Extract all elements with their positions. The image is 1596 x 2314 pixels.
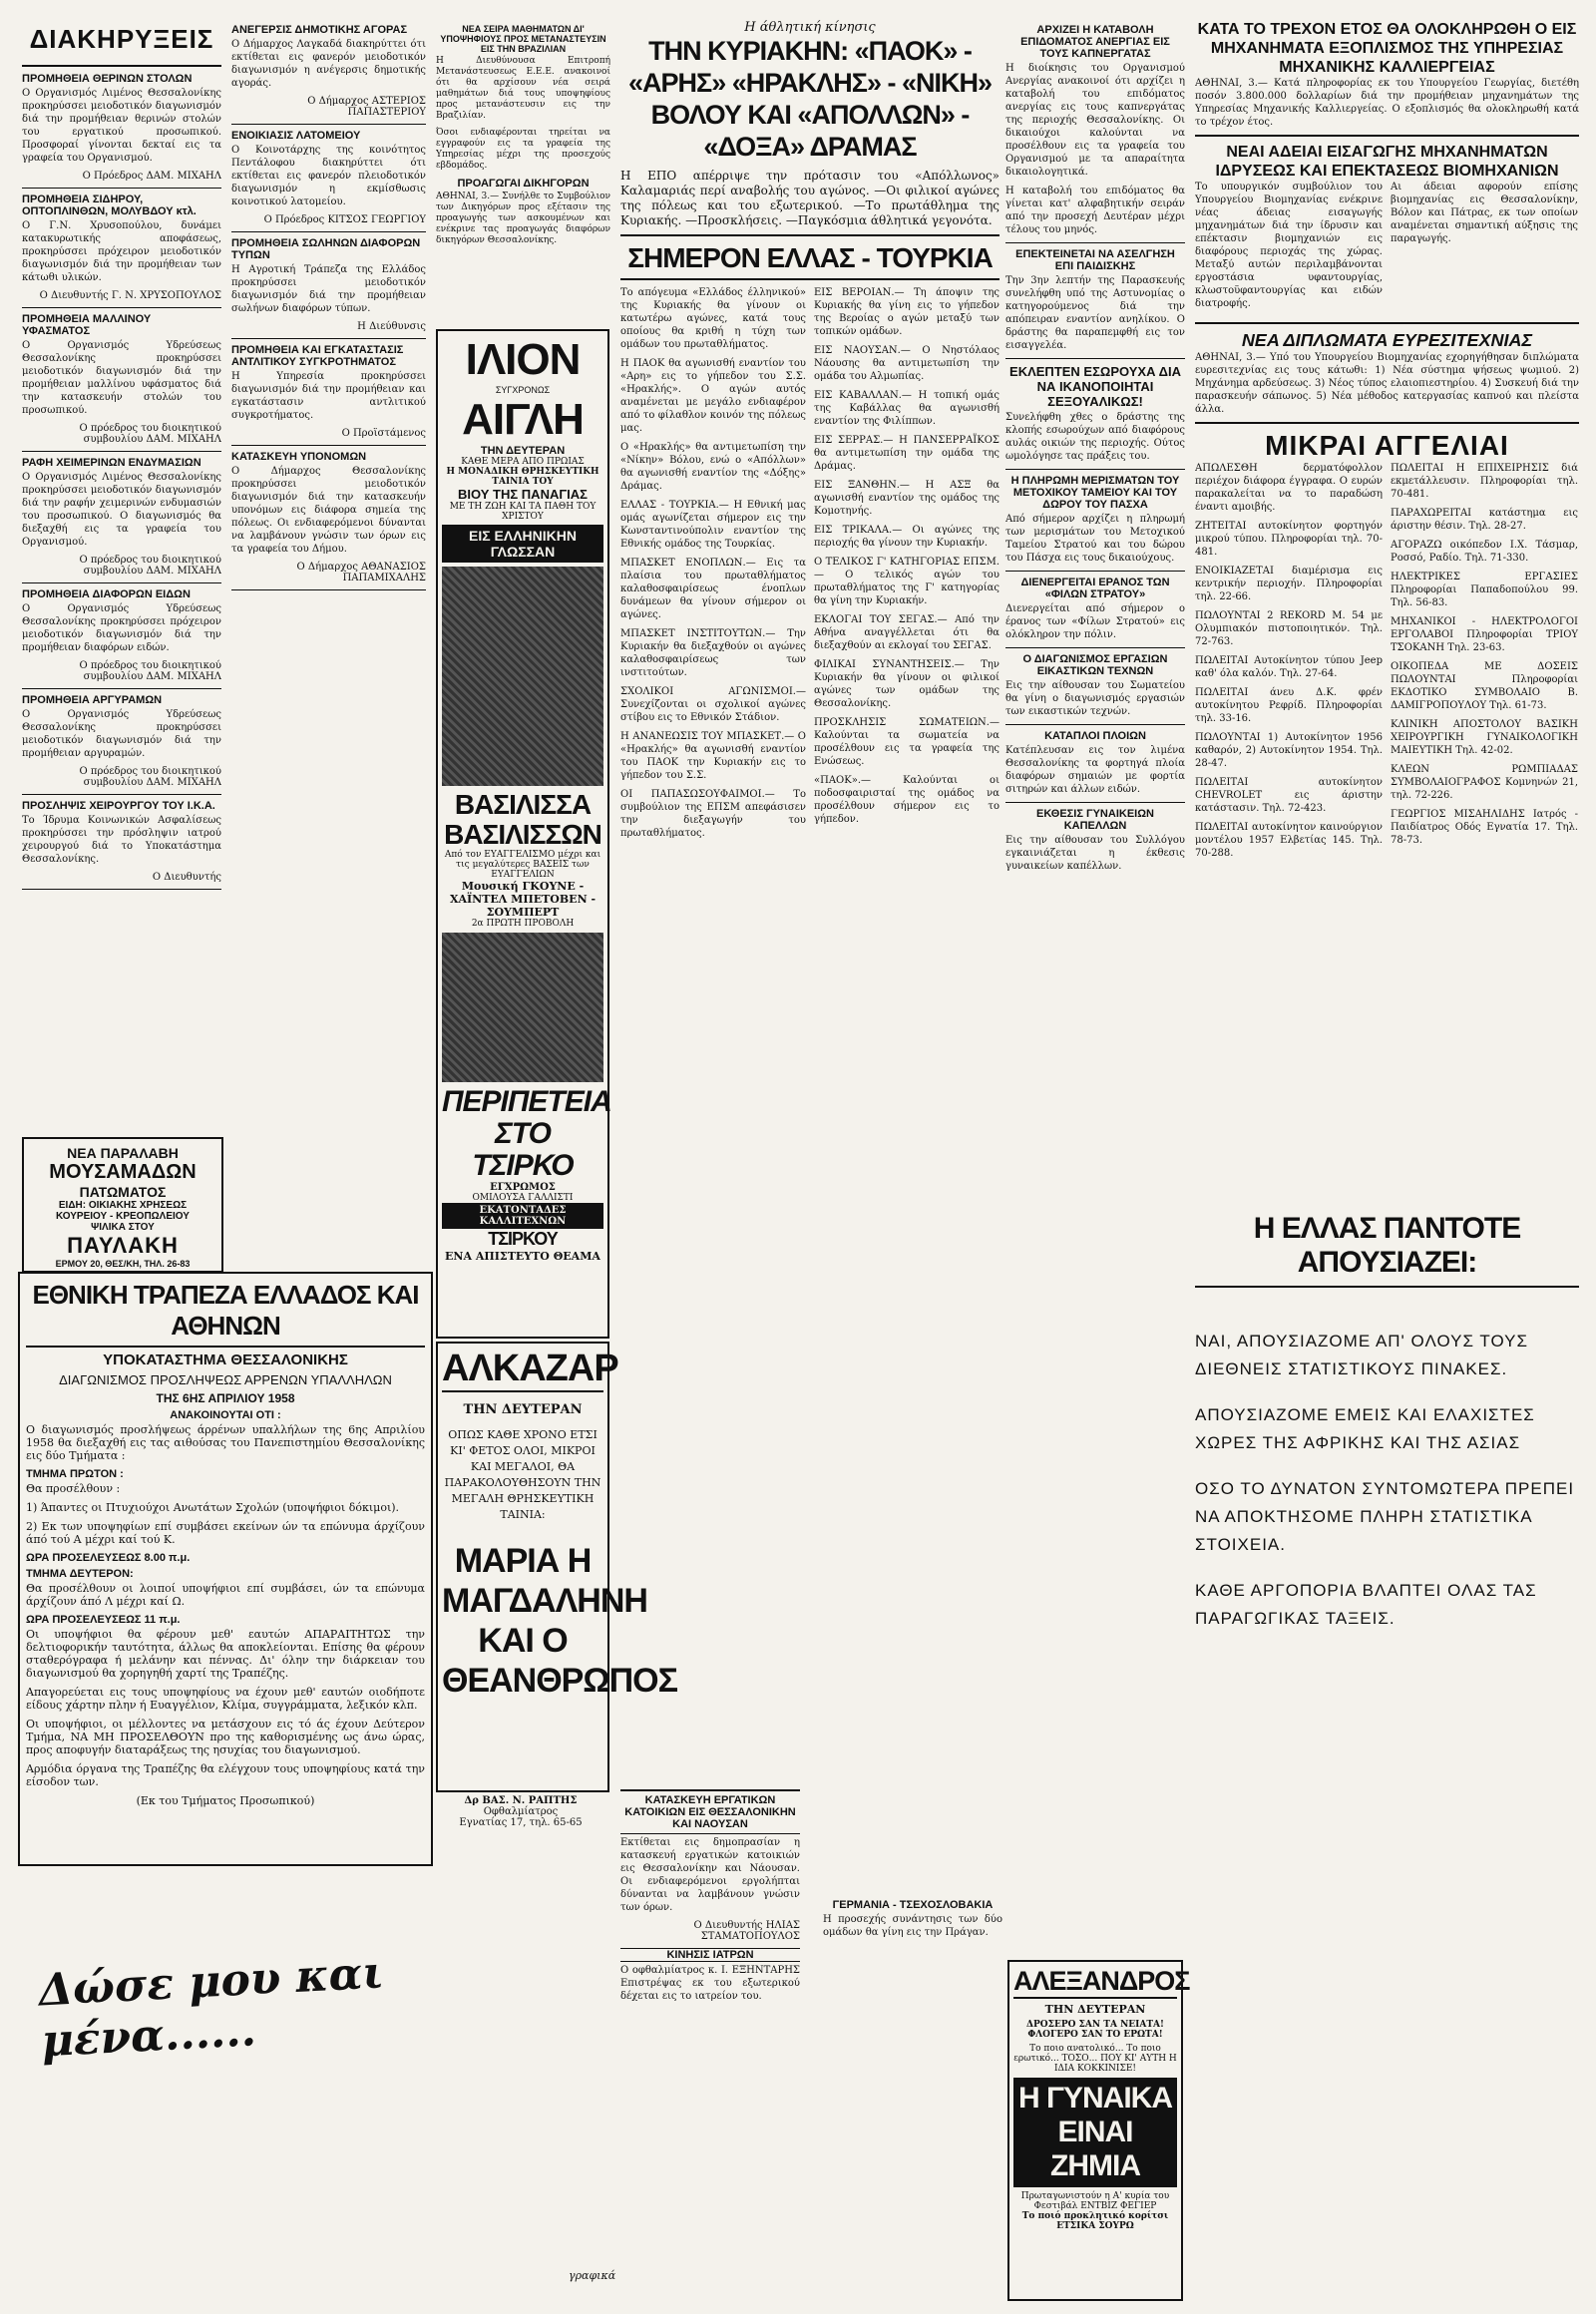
column-housing (620, 1785, 800, 2304)
ad-line: ΚΟΥΡΕΙΟΥ - ΚΡΕΟΠΩΛΕΙΟΥ (56, 1211, 190, 1222)
ad-text: ΟΠΩΣ ΚΑΘΕ ΧΡΟΝΟ ΕΤΣΙ ΚΙ' ΦΕΤΟΣ ΟΛΟΙ, ΜΙΚΡΟΙ ΚΑΙ ΜΕΓΑΛΟΙ, ΘΑ ΠΑΡΑΚΟΛΟΥΘΗΣΟΥΝ ΤΗΝ ΜΕΓΑΛΗ ΘΡΗΣΚΕΥΤΙΚΗ ΤΑΙΝΙΑ: (444, 1428, 601, 1521)
article-headline: ΓΕΡΜΑΝΙΑ - ΤΣΕΧΟΣΛΟΒΑΚΙΑ (832, 1899, 994, 1911)
bank-competition: ΔΙΑΓΩΝΙΣΜΟΣ ΠΡΟΣΛΗΨΕΩΣ ΑΡΡΕΝΩΝ ΥΠΑΛΛΗΛΩΝ (59, 1372, 392, 1387)
notice-body: Το Ίδρυμα Κοινωνικών Ασφαλίσεως προκηρύσσει την πρόσληψιν ιατρού χειρουργού διά το Υποκατάστημα Θεσσαλονίκης. (22, 815, 221, 865)
article-headline: ΝΕΑ ΔΙΠΛΩΜΑΤΑ ΕΥΡΕΣΙΤΕΧΝΙΑΣ (1241, 330, 1533, 350)
sports-headline: ΣΗΜΕΡΟΝ ΕΛΛΑΣ - ΤΟΥΡΚΙΑ (620, 242, 999, 280)
bank-section: ΤΜΗΜΑ ΠΡΩΤΟΝ : (26, 1468, 124, 1480)
sports-item: ΜΠΑΣΚΕΤ ΕΝΟΠΛΩΝ.— Εις τα πλαίσια του πρωταθλήματος καλαθοσφαιρίσεως ένοπλων δυνάμεων θα γίνουν σήμερον οι αγώνες. (620, 558, 806, 620)
sports-item: ΕΙΣ ΤΡΙΚΑΛΑ.— Οι αγώνες της περιοχής θα γίνουν την Κυριακήν. (814, 525, 999, 549)
article-headline: Η ΠΛΗΡΩΜΗ ΜΕΡΙΣΜΑΤΩΝ ΤΟΥ ΜΕΤΟΧΙΚΟΥ ΤΑΜΕΙΟΥ ΚΑΙ ΤΟΥ ΔΩΡΟΥ ΤΟΥ ΠΑΣΧΑ (1010, 475, 1180, 511)
statistics-box (1195, 1212, 1579, 1830)
notice-body: Ο Οργανισμός Υδρεύσεως Θεσσαλονίκης προκηρύσσει πρόχειρον μειοδοτικόν διαγωνισμόν διά την προμήθειαν διαφόρων ειδών. (22, 603, 221, 653)
notice-title: ΠΡΟΣΛΗΨΙΣ ΧΕΙΡΟΥΡΓΟΥ ΤΟΥ Ι.Κ.Α. (22, 800, 215, 812)
article-headline: ΕΚΛΕΠΤΕΝ ΕΣΩΡΟΥΧΑ ΔΙΑ ΝΑ ΙΚΑΝΟΠΟΙΗΤΑΙ ΣΕΞΟΥΑΛΙΚΩΣ! (1009, 364, 1181, 409)
bank-subtitle: ΥΠΟΚΑΤΑΣΤΗΜΑ ΘΕΣΣΑΛΟΝΙΚΗΣ (103, 1351, 348, 1368)
classified-ad: ΑΓΟΡΑΖΩ οικόπεδον Ι.Χ. Τάσμαρ, Ροσσό, Ραδίο. Τηλ. 71-330. (1391, 540, 1578, 564)
movie-image (442, 567, 603, 786)
notice-signature: Ο πρόεδρος του διοικητικού συμβουλίου ΔΑΜ. ΜΙΧΑΗΛ (79, 766, 221, 788)
sports-item: ΕΙΣ ΚΑΒΑΛΛΑΝ.— Η τοπική ομάς της Καβάλλας θα αγωνισθή εναντίον της Φιλίππων. (814, 390, 999, 427)
bank-paragraph: Οι υποψήφιοι θα φέρουν μεθ' εαυτών ΑΠΑΡΑΙΤΗΤΩΣ την δελτιοφορικήν ταυτότητα, άλλως θα αποκλείονται. Επίσης θα φέρουν σταθερόγραφα ή μελάνην και πέννας. Δι' όλην την διάρκειαν του διαγωνισμού θα χορηγηθή χαρτί της Τραπέζης. (26, 1628, 425, 1680)
article-paragraph: Κατέπλευσαν εις τον λιμένα Θεσσαλονίκης τα φορτηγά πλοία διαφόρων σημαιών με φορτία σιτηρών και άλλων ειδών. (1005, 745, 1185, 795)
statistics-body (1195, 1328, 1579, 1633)
notice-title: ΠΡΟΜΗΘΕΙΑ ΑΡΓΥΡΑΜΩΝ (22, 694, 163, 706)
sports-item: Ο ΤΕΛΙΚΟΣ Γ' ΚΑΤΗΓΟΡΙΑΣ ΕΠΣΜ.— Ο τελικός αγών του πρωταθλήματος της Γ' κατηγορίας θα γίνη την Κυριακήν. (814, 557, 999, 606)
sports-left-column (620, 286, 806, 846)
notice-list (231, 24, 426, 590)
article-paragraph: Την 3ην λεπτήν της Παρασκευής συνελήφθη υπό της Αστυνομίας ο κατηγορούμενος διά την απόπειραν εναντίον ανηλίκου. Ο δράστης θα παραπεμφθή εις τον εισαγγελέα. (1005, 275, 1185, 351)
sports-section (620, 20, 999, 1396)
ad-text: ΚΑΘΕ ΜΕΡΑ ΑΠΟ ΠΡΩΙΑΣ (461, 457, 585, 467)
sports-item: Η ΠΑΟΚ θα αγωνισθή εναντίον του «Αρη» εις το γήπεδον του Σ.Σ. «Ηρακλής». Ο αγών αυτός αναμένεται με μεγάλο ενδιαφέρον από το φίλαθλον κοινόν της πόλεως μας. (620, 358, 806, 434)
article-headline: ΕΠΕΚΤΕΙΝΕΤΑΙ ΝΑ ΑΣΕΛΓΗΣΗ ΕΠΙ ΠΑΙΔΙΣΚΗΣ (1015, 248, 1175, 272)
classified-ad: ΠΩΛΟΥΝΤΑΙ 2 REKORD Μ. 54 με Ολυμπιακόν πιστοποιητικόν. Τηλ. 72-763. (1195, 610, 1383, 647)
bank-announcement (18, 1272, 433, 1866)
bank-paragraph: Απαγορεύεται εις τους υποψηφίους να έχουν μεθ' εαυτών οιοδήποτε είδους χάρτην πλην ή Ευαγγέλιον, Κλίμα, συγγράμματα, λεξικόν κλπ. (26, 1686, 425, 1712)
bank-date: ΤΗΣ 6ΗΣ ΑΠΡΙΛΙΟΥ 1958 (156, 1391, 295, 1405)
ad-text: ΕΝΑ ΑΠΙΣΤΕΥΤΟ ΘΕΑΜΑ (445, 1250, 600, 1263)
column-local-news (1005, 20, 1185, 1955)
classifieds-right (1391, 462, 1578, 866)
movie-title: ΜΑΡΙΑ Η ΜΑΓΔΑΛΗΝΗ ΚΑΙ Ο ΘΕΑΝΘΡΩΠΟΣ (442, 1542, 678, 1700)
ad-mousamadon (22, 1137, 223, 1273)
sports-item: ΕΛΛΑΣ - ΤΟΥΡΚΙΑ.— Η Εθνική μας ομάς αγωνίζεται σήμερον εις την Κωνσταντινούπολιν εναντίον της Εθνικής ομάδος της Τουρκίας. (620, 500, 806, 550)
ad-text: Από τον ΕΥΑΓΓΕΛΙΣΜΟ μέχρι και τις μεγαλύτερες ΒΑΣΕΙΣ των ΕΥΑΓΓΕΛΙΩΝ (444, 850, 601, 880)
bank-paragraph: Οι υποψήφιοι, οι μέλλοντες να μετάσχουν εις τό άς έχουν Δεύτερον Τμήμα, ΝΑ ΜΗ ΠΡΟΣΕΛΘΟΥΝ προ της καθορισμένης ως άνω ώρας, προς αποφυγήν διαταράξεως της ησυχίας του διαγωνισμού. (26, 1718, 425, 1756)
notice-signature: Ο Διευθυντής Γ. Ν. ΧΡΥΣΟΠΟΥΛΟΣ (39, 290, 221, 301)
notice-title: ΡΑΦΗ ΧΕΙΜΕΡΙΝΩΝ ΕΝΔΥΜΑΣΙΩΝ (22, 457, 201, 469)
movie-title: Η ΓΥΝΑΙΚΑ ΕΙΝΑΙ ΖΗΜΙΑ (1013, 2078, 1177, 2187)
ad-text: Το ποιό προκλητικό κορίτσι ΕΤΣΙΚΑ ΣΟΥΡΩ (1021, 2211, 1169, 2231)
notice-body: Ο Γ.Ν. Χρυσοπούλου, δυνάμει κατακυρωτικής αποφάσεως, προκηρύσσει πρόχειρον μειοδοτικόν διαγωνισμόν διά την προμήθειαν των κάτωθι υλικών. (22, 220, 221, 283)
notice-signature: Ο πρόεδρος του διοικητικού συμβουλίου ΔΑΜ. ΜΙΧΑΗΛ (79, 660, 221, 682)
sports-item: ΕΙΣ ΒΕΡΟΙΑΝ.— Τη άποψιν της Κυριακής θα γίνη εις το γήπεδον της Βεροίας ο αγών μεταξύ των τοπικών ομάδων. (814, 287, 999, 337)
article-paragraph: ΑΘΗΝΑΙ, 3.— Συνήλθε το Συμβούλιον των Δικηγόρων προς εξέτασιν της προαγωγής των ασκουμένων και ενέκρινε τας προαγωγάς διαφόρων δικηγόρων Θεσσαλονίκης. (436, 192, 610, 245)
movie-title: ΠΕΡΙΠΕΤΕΙΑ ΣΤΟ ΤΣΙΡΚΟ (442, 1085, 611, 1182)
article-headline: ΚΙΝΗΣΙΣ ΙΑΤΡΩΝ (620, 1948, 800, 1962)
doctor-spec: Οφθαλμίατρος (483, 1806, 559, 1817)
ad-text: ΜΕ ΤΗ ΖΩΗ ΚΑΙ ΤΑ ΠΑΘΗ ΤΟΥ ΧΡΙΣΤΟΥ (449, 502, 597, 522)
ad-text: Μουσική ΓΚΟΥΝΕ - ΧΑΪΝΤΕΛ ΜΠΕΤΟΒΕΝ - ΣΟΥΜΠΕΡΤ (449, 880, 597, 919)
notice-body: Ο Οργανισμός Υδρεύσεως Θεσσαλονίκης προκηρύσσει μειοδοτικόν διαγωνισμόν διά την προμήθειαν μαλλίνου υφάσματος διά την κατασκευήν στολών του προσωπικού. (22, 340, 221, 416)
bank-section: ΤΜΗΜΑ ΔΕΥΤΕΡΟΝ: (26, 1568, 134, 1580)
sports-item: ΟΙ ΠΑΠΑΣΩΣΟΥΦΑΙΜΟΙ.— Το συμβούλιον της ΕΠΣΜ απεφάσισεν την διεξαγωγήν του πρωταθλήματος. (620, 789, 806, 839)
sports-brief (823, 1895, 1002, 1945)
ad-line: ΨΙΛΙΚΑ ΣΤΟΥ (91, 1222, 155, 1233)
article-paragraph: Η διοίκησις του Οργανισμού Ανεργίας ανακοινοί ότι αρχίζει η καταβολή του επιδόματος ανεργίας εις τους καπνεργάτας της περιοχής Θεσσαλονίκης. Οι δικαιούχοι καλούνται να προσέλθουν εις τα γραφεία του Οργανισμού με τα απαραίτητα δικαιολογητικά. (1005, 63, 1185, 178)
notice-title: ΕΝΟΙΚΙΑΣΙΣ ΛΑΤΟΜΕΙΟΥ (231, 130, 361, 142)
notice-title: ΠΡΟΜΗΘΕΙΑ ΔΙΑΦΟΡΩΝ ΕΙΔΩΝ (22, 588, 191, 600)
sports-item: Το απόγευμα «Ελλάδος έλληνικού» της Κυριακής θα γίνουν οι κατωτέρω αγώνες, κατά τους οποίους θα κριθή η τύχη των ομάδων του πρωταθλήματος. (620, 287, 806, 350)
sports-lead: Η ΕΠΟ απέρριψε την πρότασιν του «Απόλλωνος» Καλαμαριάς περί αναβολής του αγώνος. —Οι φιλικοί αγώνες της πόλεως και του εξωτερικού. —Το πρωτάθλημα της Κυριακής. —Προσκλήσεις. —Παγκόσμια άθλητικά γεγονότα. (620, 169, 999, 227)
ad-day: ΤΗΝ ΔΕΥΤΕΡΑΝ (463, 1402, 583, 1417)
article-headline: ΝΕΑΙ ΑΔΕΙΑΙ ΕΙΣΑΓΩΓΗΣ ΜΗΧΑΝΗΜΑΤΩΝ ΙΔΡΥΣΕΩΣ ΚΑΙ ΕΠΕΚΤΑΣΕΩΣ ΒΙΟΜΗΧΑΝΙΩΝ (1215, 144, 1559, 180)
notice-title: ΠΡΟΜΗΘΕΙΑ ΣΙΔΗΡΟΥ, ΟΠΤΟΠΛΙΝΘΩΝ, ΜΟΛΥΒΔΟΥ κτλ. (22, 193, 197, 217)
article-paragraph: ΑΘΗΝΑΙ, 3.— Υπό του Υπουργείου Βιομηχανίας εχορηγήθησαν διπλώματα ευρεσιτεχνίας εις τους κάτωθι: 1) Νέα σύστημα ψήσεως ψωμιού. 2) Μηχάνημα αρδεύσεως. 3) Νέος τύπος ελαιοπιεστηρίου. 4) Συσκευή διά την παρασκευήν σάπωνος. 5) Νέα μέθοδος κατεργασίας καπνού και πλείστα άλλα. (1195, 352, 1579, 415)
notice-body: Ο Οργανισμός Λιμένος Θεσσαλονίκης προκηρύσσει μειοδοτικόν διαγωνισμόν διά την προμήθειαν θερινών στολών του εργατικού προσωπικού. Προσφοραί γίνονται δεκταί εις τα γραφεία του Οργανισμού. (22, 88, 221, 164)
ad-banner: ΕΚΑΤΟΝΤΑΔΕΣ ΚΑΛΛΙΤΕΧΝΩΝ (442, 1203, 603, 1229)
notice-signature: Ο Προϊστάμενος (341, 428, 426, 439)
bank-paragraph: 1) Άπαντες οι Πτυχιούχοι Ανωτάτων Σχολών (υποψήφιοι δόκιμοι). (26, 1501, 400, 1514)
sports-kicker: Η άθλητική κίνησις (744, 20, 876, 35)
notice-title: ΠΡΟΜΗΘΕΙΑ ΣΩΛΗΝΩΝ ΔΙΑΦΟΡΩΝ ΤΥΠΩΝ (231, 237, 421, 261)
ad-day: ΤΗΝ ΔΕΥΤΕΡΑΝ (480, 445, 566, 457)
column-notices (22, 20, 221, 1137)
bank-source: (Εκ του Τμήματος Προσωπικού) (136, 1794, 315, 1807)
classified-ad: ΜΗΧΑΝΙΚΟΙ - ΗΛΕΚΤΡΟΛΟΓΟΙ ΕΡΓΟΛΑΒΟΙ Πληροφορίαι ΤΡΙΟΥ ΤΣΟΚΑΝΗ Τηλ. 23-63. (1391, 616, 1578, 653)
doctor-addr: Εγνατίας 17, τηλ. 65-65 (459, 1817, 583, 1828)
bank-paragraph: Θα προσέλθουν οι λοιποί υποψήφιοι επί συμβάσει, ών τα επώνυμα άρχίζουν άπό Λ μέχρι καί Ω. (26, 1582, 425, 1608)
classifieds-left (1195, 462, 1383, 866)
article-headline: Ο ΔΙΑΓΩΝΙΣΜΟΣ ΕΡΓΑΣΙΩΝ ΕΙΚΑΣΤΙΚΩΝ ΤΕΧΝΩΝ (1022, 653, 1168, 677)
classified-ad: ΖΗΤΕΙΤΑΙ αυτοκίνητον φορτηγόν μικρού τύπου. Πληροφορίαι τηλ. 70-481. (1195, 521, 1383, 558)
article-paragraph: Από σήμερον αρχίζει η πληρωμή των μερισμάτων του Μετοχικού Ταμείου Στρατού και του δώρου του Πάσχα εις τους δικαιούχους. (1005, 514, 1185, 564)
notice-title: ΠΡΟΜΗΘΕΙΑ ΘΕΡΙΝΩΝ ΣΤΟΛΩΝ (22, 73, 193, 85)
bank-time: ΩΡΑ ΠΡΟΣΕΛΕΥΣΕΩΣ 8.00 π.μ. (26, 1552, 191, 1564)
column-economy (1195, 20, 1579, 1197)
article-headline: ΝΕΑ ΣΕΙΡΑ ΜΑΘΗΜΑΤΩΝ ΔΙ' ΥΠΟΨΗΦΙΟΥΣ ΠΡΟΣ ΜΕΤΑΝΑΣΤΕΥΣΙΝ ΕΙΣ ΤΗΝ ΒΡΑΖΙΛΙΑΝ (440, 24, 606, 54)
notice-body: Ο Δήμαρχος Θεσσαλονίκης προκηρύσσει μειοδοτικόν διαγωνισμόν διά την κατασκευήν υπονόμων εις διάφορα σημεία της πόλεως. Οι ενδιαφερόμενοι δύνανται να λαμβάνουν γνώσιν των όρων εις τα γραφεία του Δήμου. (231, 466, 426, 555)
notice-title: ΠΡΟΜΗΘΕΙΑ ΜΑΛΛΙΝΟΥ ΥΦΑΣΜΑΤΟΣ (22, 313, 152, 337)
ad-text: Πρωταγωνιστούν η Α' κυρία του Φεστιβάλ ΕΝΤΒΙΖ ΦΕΓΙΕΡ (1020, 2191, 1170, 2211)
article-paragraph: Όσοι ενδιαφέρονται τηρείται να εγγραφούν εις τα γραφεία της Υπηρεσίας μέχρι της προσεχούς εβδομάδος. (436, 128, 610, 171)
movie-image (442, 933, 603, 1082)
alcazar-cinema-ad (436, 1342, 678, 1792)
article-headline: ΠΡΟΑΓΩΓΑΙ ΔΙΚΗΓΟΡΩΝ (457, 178, 590, 190)
notice-body: Η Υπηρεσία προκηρύσσει διαγωνισμόν διά την προμήθειαν και εγκατάστασιν αντλιτικού συγκροτήματος. (231, 371, 426, 421)
article-headline: ΚΑΤΑ ΤΟ ΤΡΕΧΟΝ ΕΤΟΣ ΘΑ ΟΛΟΚΛΗΡΩΘΗ Ο ΕΙΣ ΜΗΧΑΝΗΜΑΤΑ ΕΞΟΠΛΙΣΜΟΣ ΤΗΣ ΥΠΗΡΕΣΙΑΣ ΜΗΧΑΝΙΚΗΣ ΚΑΛΛΙΕΡΓΕΙΑΣ (1197, 21, 1577, 76)
classifieds-header: ΜΙΚΡΑΙ ΑΓΓΕΛΙΑΙ (1265, 430, 1509, 461)
bank-announce: ΑΝΑΚΟΙΝΟΥΤΑΙ ΟΤΙ : (170, 1409, 281, 1421)
classified-ad: ΠΩΛΕΙΤΑΙ Η ΕΠΙΧΕΙΡΗΣΙΣ διά εκμετάλλευσιν. Πληροφορίαι τηλ. 70-481. (1391, 463, 1578, 500)
notice-signature: Ο πρόεδρος του διοικητικού συμβουλίου ΔΑΜ. ΜΙΧΑΗΛ (79, 555, 221, 577)
handwritten-ad: Δώσε μου και μένα...... (37, 1947, 385, 2068)
article-paragraph: Συνελήφθη χθες ο δράστης της κλοπής εσωρούχων από διαφόρους αυλάς οικιών της περιοχής. Ούτος ωμολόγησε τας πράξεις του. (1005, 412, 1185, 462)
statistics-line: ΟΣΟ ΤΟ ΔΥΝΑΤΟΝ ΣΥΝΤΟΜΩΤΕΡΑ ΠΡΕΠΕΙ ΝΑ ΑΠΟΚΤΗΣΟΜΕ ΠΛΗΡΗ ΣΤΑΤΙΣΤΙΚΑ ΣΤΟΙΧΕΙΑ. (1195, 1479, 1575, 1554)
ad-line: ΜΟΥΣΑΜΑΔΩΝ (49, 1161, 197, 1183)
article-paragraph: Η Διευθύνουσα Επιτροπή Μετανάστευσεως Ε.Ε.Ε. ανακοινοί ότι θα αρχίσουν νέα σειρά μαθημάτων διά τους υποψηφίους προς μετανάστευσιν εις την Βραζιλίαν. (436, 56, 610, 121)
notice-title: ΑΝΕΓΕΡΣΙΣ ΔΗΜΟΤΙΚΗΣ ΑΓΟΡΑΣ (231, 24, 408, 36)
classified-ad: ΗΛΕΚΤΡΙΚΕΣ ΕΡΓΑΣΙΕΣ Πληροφορίαι Παπαδοπούλου 99. Τηλ. 56-83. (1391, 572, 1578, 608)
cinema-name: ΙΛΙΟΝ (465, 335, 581, 384)
sports-item: ΠΡΟΣΚΛΗΣΙΣ ΣΩΜΑΤΕΙΩΝ.— Καλούνται τα σωματεία να προσέλθουν εις τα γραφεία της Ενώσεως. (814, 717, 999, 767)
sports-headline: ΤΗΝ ΚΥΡΙΑΚΗΝ: «ΠΑΟΚ» - «ΑΡΗΣ» «ΗΡΑΚΛΗΣ» - «ΝΙΚΗ» ΒΟΛΟΥ ΚΑΙ «ΑΠΟΛΛΩΝ» - «ΔΟΞΑ» ΔΡΑΜΑΣ (627, 36, 992, 162)
article-headline: ΔΙΕΝΕΡΓΕΙΤΑΙ ΕΡΑΝΟΣ ΤΩΝ «ΦΙΛΩΝ ΣΤΡΑΤΟΥ» (1020, 577, 1170, 600)
statistics-line: ΚΑΘΕ ΑΡΓΟΠΟΡΙΑ ΒΛΑΠΤΕΙ ΟΛΑΣ ΤΑΣ ΠΑΡΑΓΩΓΙΚΑΣ ΤΑΞΕΙΣ. (1195, 1581, 1537, 1628)
classified-ad: ΚΛΕΩΝ ΡΩΜΠΙΑΔΑΣ ΣΥΜΒΟΛΑΙΟΓΡΑΦΟΣ Κομνηνών 21, τηλ. 72-226. (1391, 764, 1578, 801)
ad-line: ΠΑΤΩΜΑΤΟΣ (79, 1184, 167, 1200)
ad-line: ΝΕΑ ΠΑΡΑΛΑΒΗ (67, 1145, 179, 1161)
notice-list (22, 73, 221, 890)
ad-text: ΤΣΙΡΚΟΥ (488, 1229, 558, 1249)
bank-paragraph: Αρμόδια όργανα της Τραπέζης θα ελέγχουν τους υποψηφίους κατά την είσοδον των. (26, 1762, 425, 1788)
ad-text: 2α ΠΡΩΤΗ ΠΡΟΒΟΛΗ (471, 919, 575, 929)
sports-item: ΜΠΑΣΚΕΤ ΙΝΣΤΙΤΟΥΤΩΝ.— Την Κυριακήν θα διεξαχθούν οι αγώνες καλαθοσφαιρίσεως των ινστιτούτων. (620, 628, 806, 678)
article-headline: ΕΚΘΕΣΙΣ ΓΥΝΑΙΚΕΙΩΝ ΚΑΠΕΛΛΩΝ (1036, 808, 1154, 832)
notice-signature: Ο Πρόεδρος ΔΑΜ. ΜΙΧΑΗΛ (82, 171, 221, 182)
sports-item: ΦΙΛΙΚΑΙ ΣΥΝΑΝΤΗΣΕΙΣ.— Την Κυριακήν θα γίνουν οι φιλικοί αγώνες των ομάδων της Θεσσαλονίκης. (814, 659, 999, 709)
article-paragraph: Εις την αίθουσαν του Σωματείου θα γίνη ο διαγωνισμός εργασιών των εικαστικών τεχνών. (1005, 680, 1185, 717)
bank-paragraph: 2) Εκ των υποψηφίων επί συμβάσει εκείνων ών τα επώνυμα άρχίζουν άπό τού Α μέχρι καί τού Κ. (26, 1520, 425, 1546)
bank-paragraph: Θα προσέλθουν : (26, 1482, 121, 1495)
classified-ad: ΠΩΛΟΥΝΤΑΙ 1) Αυτοκίνητον 1956 καθαρόν, 2) Αυτοκίνητον 1954. Τηλ. 28-47. (1195, 732, 1383, 769)
notice-title: ΠΡΟΜΗΘΕΙΑ ΚΑΙ ΕΓΚΑΤΑΣΤΑΣΙΣ ΑΝΤΛΙΤΙΚΟΥ ΣΥΓΚΡΟΤΗΜΑΤΟΣ (231, 344, 404, 368)
classified-ad: ΠΩΛΕΙΤΑΙ Αυτοκίνητον τύπου Jeep καθ' όλα καλόν. Τηλ. 27-64. (1195, 655, 1383, 679)
ad-banner: ΕΙΣ ΕΛΛΗΝΙΚΗΝ ΓΛΩΣΣΑΝ (442, 525, 603, 563)
sports-item: ΕΙΣ ΞΑΝΘΗΝ.— Η ΑΣΞ θα αγωνισθή εναντίον της ομάδος της Κομοτηνής. (814, 480, 999, 517)
doctor-name: Δρ ΒΑΣ. Ν. ΡΑΠΤΗΣ (464, 1795, 578, 1806)
alexandros-cinema-ad (1007, 1960, 1190, 2301)
article-paragraph: Εκτίθεται εις δημοπρασίαν η κατασκευή εργατικών κατοικιών εις Θεσσαλονίκην και Νάουσαν. Οι ενδιαφερόμενοι εργολήπται δύνανται να λαμβάνουν γνώσιν των όρων. (620, 1837, 800, 1913)
typed-note: γραφικά (569, 2269, 616, 2282)
article-headline: ΚΑΤΑΣΚΕΥΗ ΕΡΓΑΤΙΚΩΝ ΚΑΤΟΙΚΙΩΝ ΕΙΣ ΘΕΣΣΑΛΟΝΙΚΗΝ ΚΑΙ ΝΑΟΥΣΑΝ (620, 1789, 800, 1834)
classified-ad: ΠΑΡΑΧΩΡΕΙΤΑΙ κατάστημα εις άριστην θέσιν. Τηλ. 28-27. (1391, 508, 1578, 532)
article-headline: ΚΑΤΑΠΛΟΙ ΠΛΟΙΩΝ (1044, 730, 1146, 742)
notice-signature: Ο πρόεδρος του διοικητικού συμβουλίου ΔΑΜ. ΜΙΧΑΗΛ (79, 423, 221, 445)
statistics-line: ΝΑΙ, ΑΠΟΥΣΙΑΖΟΜΕ ΑΠ' ΟΛΟΥΣ ΤΟΥΣ ΔΙΕΘΝΕΙΣ ΣΤΑΤΙΣΤΙΚΟΥΣ ΠΙΝΑΚΕΣ. (1195, 1332, 1528, 1378)
sports-item: Η ΑΝΑΝΕΩΣΙΣ ΤΟΥ ΜΠΑΣΚΕΤ.— Ο «Ηρακλής» θα αγωνισθή εναντίον του ΠΑΟΚ την Κυριακήν εις το γήπεδον του Σ.Σ. (620, 731, 806, 781)
statistics-line: ΑΠΟΥΣΙΑΖΟΜΕ ΕΜΕΙΣ ΚΑΙ ΕΛΑΧΙΣΤΕΣ ΧΩΡΕΣ ΤΗΣ ΑΦΡΙΚΗΣ ΚΑΙ ΤΗΣ ΑΣΙΑΣ (1195, 1405, 1535, 1452)
classified-ad: ΠΩΛΕΙΤΑΙ αυτοκίνητον CHEVROLET εις άριστην κατάστασιν. Τηλ. 72-423. (1195, 777, 1383, 814)
article-paragraph: Διενεργείται από σήμερον ο έρανος των «Φίλων Στρατού» εις ολόκληρον την πόλιν. (1005, 603, 1185, 640)
ad-text: Η ΜΟΝΑΔΙΚΗ ΘΡΗΣΚΕΥΤΙΚΗ ΤΑΙΝΙΑ ΤΟΥ (446, 467, 599, 487)
sports-item: Ο «Ηρακλής» θα αντιμετωπίση την «Νίκην» Βόλου, ενώ ο «Απόλλων» θα αγωνισθή εναντίον της «Δόξης» Δράμας. (620, 442, 806, 492)
sports-item: ΕΙΣ ΣΕΡΡΑΣ.— Η ΠΑΝΣΕΡΡΑΪΚΟΣ θα αντιμετωπίση την ομάδα της Δράμας. (814, 435, 999, 472)
notice-signature: Ο Δήμαρχος ΑΣΤΕΡΙΟΣ ΠΑΠΑΣΤΕΡΙΟΥ (307, 96, 426, 118)
ad-shop-name: ΠΑΥΛΑΚΗ (67, 1233, 179, 1258)
ad-text: ΒΙΟΥ ΤΗΣ ΠΑΝΑΓΙΑΣ (458, 487, 588, 502)
ad-line: ΕΙΔΗ: ΟΙΚΙΑΚΗΣ ΧΡΗΣΕΩΣ (58, 1200, 188, 1211)
classified-ad: ΠΩΛΕΙΤΑΙ άνευ Δ.Κ. φρέν αυτοκίνητου Ρεφρίδ. Πληροφορίαι τηλ. 33-16. (1195, 687, 1383, 724)
article-paragraph: Η προσεχής συνάντησις των δύο ομάδων θα γίνη εις την Πράγαν. (823, 1914, 1002, 1938)
sports-item: «ΠΑΟΚ».— Καλούνται οι ποδοσφαιρισταί της ομάδος να προσέλθουν σήμερον εις το γήπεδον. (814, 775, 999, 825)
sports-item: ΕΙΣ ΝΑΟΥΣΑΝ.— Ο Νηστόλαος Νάουσης θα αντιμετωπίση την ομάδα του Αλμωπίας. (814, 345, 999, 382)
classified-ad: ΑΠΩΛΕΣΘΗ δερματόφολλον περιέχον διάφορα έγγραφα. Ο ευρών παρακαλείται να το παραδώση έναντι αμοιβής. (1195, 463, 1383, 513)
classified-ad: ΠΩΛΕΙΤΑΙ αυτοκίνητον καινούργιον μοντέλου 1957 Ελβετίας 145. Τηλ. 70-288. (1195, 822, 1383, 859)
statistics-title: Η ΕΛΛΑΣ ΠΑΝΤΟΤΕ ΑΠΟΥΣΙΑΖΕΙ: (1195, 1212, 1579, 1288)
classified-ad: ΟΙΚΟΠΕΔΑ ΜΕ ΔΟΣΕΙΣ ΠΩΛΟΥΝΤΑΙ Πληροφορίαι ΕΚΔΟΤΙΚΟ ΣΥΜΒΟΛΑΙΟ Β. ΔΑΜΙΓΡΟΠΟΥΛΟΥ Τηλ. 61-73. (1391, 661, 1578, 711)
notice-body: Ο Οργανισμός Υδρεύσεως Θεσσαλονίκης προκηρύσσει μειοδοτικόν διαγωνισμόν διά την προμήθειαν αργυραμών. (22, 709, 221, 759)
classified-ad: ΓΕΩΡΓΙΟΣ ΜΙΣΑΗΛΙΔΗΣ Ιατρός - Παιδίατρος Οδός Εγνατία 17. Τηλ. 78-73. (1391, 809, 1578, 846)
ad-address: ΕΡΜΟΥ 20, ΘΕΣ/ΚΗ, ΤΗΛ. 26-83 (55, 1259, 191, 1269)
ad-text: Το ποιο ανατολικό... Το ποιο ερωτικό... ΤΟΣΟ... ΠΟΥ ΚΙ' ΑΥΤΗ Η ΙΔΙΑ ΚΟΚΚΙΝΙΣΕ! (1013, 2044, 1177, 2074)
notice-signature: Η Διεύθυνσις (357, 321, 426, 332)
notice-body: Ο Δήμαρχος Λαγκαδά διακηρύττει ότι εκτίθεται εις φανερόν μειοδοτικόν διαγωνισμόν η ανέγερσις δημοτικής αγοράς. (231, 39, 426, 89)
bank-time: ΩΡΑ ΠΡΟΣΕΛΕΥΣΕΩΣ 11 π.μ. (26, 1614, 181, 1626)
notice-title: ΚΑΤΑΣΚΕΥΗ ΥΠΟΝΟΜΩΝ (231, 451, 367, 463)
cinema-name: ΑΙΓΛΗ (462, 395, 584, 444)
classified-ad: ΕΝΟΙΚΙΑΖΕΤΑΙ διαμέρισμα εις κεντρικήν περιοχήν. Πληροφορίαι τηλ. 22-66. (1195, 566, 1383, 602)
ad-text: ΔΡΟΣΕΡΟ ΣΑΝ ΤΑ ΝΕΙΑΤΑ! ΦΛΟΓΕΡΟ ΣΑΝ ΤΟ ΕΡΩΤΑ! (1026, 2020, 1164, 2040)
section-header: ΔΙΑΚΗΡΥΞΕΙΣ (29, 24, 214, 54)
cinema-name: ΑΛΕΞΑΝΔΡΟΣ (1013, 1966, 1177, 1999)
doctor-ad (436, 1795, 605, 1828)
bank-title: ΕΘΝΙΚΗ ΤΡΑΠΕΖΑ ΕΛΛΑΔΟΣ ΚΑΙ ΑΘΗΝΩΝ (26, 1280, 425, 1348)
sports-item: ΕΚΛΟΓΑΙ ΤΟΥ ΣΕΓΑΣ.— Από την Αθήνα αναγγέλλεται ότι θα διεξαχθούν αι εκλογαί του ΣΕΓΑΣ. (814, 614, 999, 651)
column-migration (436, 20, 610, 339)
article-paragraph: Το υπουργικόν συμβούλιον του Υπουργείου Βιομηχανίας ενέκρινε νέας άδειας εισαγωγής μηχανημάτων διά την ίδρυσιν και επέκτασιν βιομηχανιών εις διαφόρους περιοχάς της χώρας. Μεταξύ αυτών περιλαμβάνονται εργοστάσια υφαντουργίας, κλωστοϋφαντουργίας και ειδών διατροφής. (1195, 182, 1383, 309)
ad-text: ΕΓΧΡΩΜΟΣ (490, 1182, 556, 1193)
notice-signature: Ο Δήμαρχος ΑΘΑΝΑΣΙΟΣ ΠΑΠΑΜΙΧΑΛΗΣ (296, 562, 426, 583)
classified-ad: ΚΛΙΝΙΚΗ ΑΠΟΣΤΟΛΟΥ ΒΑΣΙΚΗ ΧΕΙΡΟΥΡΓΙΚΗ ΓΥΝΑΙΚΟΛΟΓΙΚΗ ΜΑΙΕΥΤΙΚΗ Τηλ. 42-02. (1391, 719, 1578, 756)
notice-body: Ο Οργανισμός Λιμένος Θεσσαλονίκης προκηρύσσει μειοδοτικόν διαγωνισμόν διά την ραφήν χειμερινών ενδυμασιών του προσωπικού. Ο διαγωνισμός θα διεξαχθή εις τα γραφεία του Οργανισμού. (22, 472, 221, 548)
notice-body: Η Αγροτική Τράπεζα της Ελλάδος προκηρύσσει μειοδοτικόν διαγωνισμόν διά την προμήθειαν σωλήνων διαφόρων τύπων. (231, 264, 426, 314)
cinema-sub: ΣΥΓΧΡΟΝΩΣ (495, 385, 551, 395)
ad-text: ΟΜΙΛΟΥΣΑ ΓΑΛΛΙΣΤΙ (472, 1193, 574, 1203)
article-paragraph: Αι άδειαι αφορούν επίσης βιομηχανίας εις Θεσσαλονίκην, Βόλον και Πάτρας, εκ των οποίων αναμένεται σημαντική αύξησις της παραγωγής. (1391, 182, 1578, 244)
sports-item: ΣΧΟΛΙΚΟΙ ΑΓΩΝΙΣΜΟΙ.— Συνεχίζονται οι σχολικοί αγώνες στίβου εις το Εθνικόν Στάδιον. (620, 686, 806, 723)
notice-signature: Ο Πρόεδρος ΚΙΤΣΟΣ ΓΕΩΡΓΙΟΥ (263, 214, 426, 225)
cinema-name: ΑΛΚΑΖΑΡ (442, 1348, 603, 1392)
notice-body: Ο Κοινοτάρχης της κοινότητος Πεντάλοφου διακηρύττει ότι εκτίθεται εις φανερόν πλειοδοτικόν διαγωνισμόν η εκμίσθωσις κοινοτικού λατομείου. (231, 145, 426, 207)
bank-paragraph: Ο διαγωνισμός προσλήψεως άρρένων υπαλλήλων της 6ης Απριλίου 1958 θα διεξαχθή εις τας αιθούσας του Πανεπιστημίου Θεσσαλονίκης εις δύο Τμήματα : (26, 1423, 425, 1462)
article-paragraph: ΑΘΗΝΑΙ, 3.— Κατά πληροφορίας εκ του Υπουργείου Γεωργίας, διετέθη ποσόν 3.800.000 δολλαρίων διά την προμήθειαν μηχανημάτων της Υπηρεσίας Μηχανικής Καλλιεργείας. Ο εξοπλισμός θα ολοκληρωθή κατά το τρέχον έτος. (1195, 78, 1579, 128)
notice-signature: Ο Διευθυντής (152, 872, 221, 883)
article-paragraph: Η καταβολή του επιδόματος θα γίνεται κατ' αλφαβητικήν σειράν από την προσεχή Δευτέραν μέχρι τέλους του μηνός. (1005, 186, 1185, 235)
movie-title: ΒΑΣΙΛΙΣΣΑ ΒΑΣΙΛΙΣΣΩΝ (444, 789, 601, 850)
article-paragraph: Εις την αίθουσαν του Συλλόγου εγκαινιάζεται η έκθεσις γυναικείων καπέλλων. (1005, 835, 1185, 872)
column-notices-2 (231, 20, 426, 1247)
ilion-cinema-ad (436, 329, 609, 1339)
signature: Ο Διευθυντής ΗΛΙΑΣ ΣΤΑΜΑΤΟΠΟΥΛΟΣ (693, 1920, 800, 1942)
article-headline: ΑΡΧΙΖΕΙ Η ΚΑΤΑΒΟΛΗ ΕΠΙΔΟΜΑΤΟΣ ΑΝΕΡΓΙΑΣ ΕΙΣ ΤΟΥΣ ΚΑΠΝΕΡΓΑΤΑΣ (1020, 24, 1170, 60)
sports-right-column (814, 286, 999, 846)
ad-day: ΤΗΝ ΔΕΥΤΕΡΑΝ (1044, 2003, 1146, 2016)
article-paragraph: Ο οφθαλμίατρος κ. Ι. ΕΞΗΝΤΑΡΗΣ Επιστρέψας εκ του εξωτερικού δέχεται εις το ιατρείον του. (620, 1965, 800, 2002)
